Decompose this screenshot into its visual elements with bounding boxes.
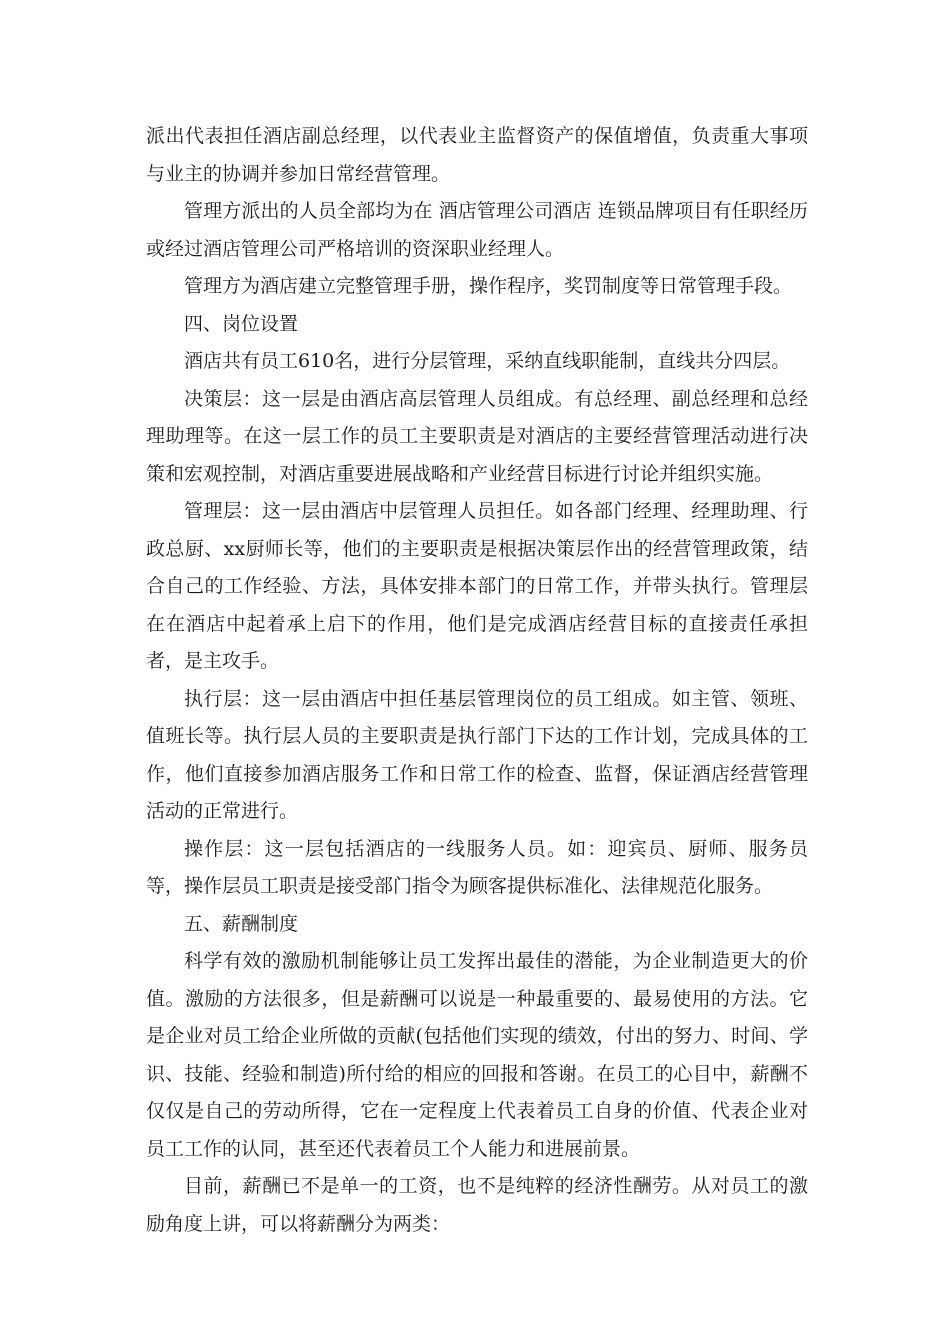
document-body <box>146 118 808 1243</box>
paragraph-3: 管理方为酒店建立完整管理手册，操作程序，奖罚制度等日常管理手段。 <box>184 275 793 297</box>
paragraph-incentive: 科学有效的激励机制能够让员工发挥出最佳的潜能，为企业制造更大的价值。激励的方法很多，但是薪酬可以说是一种最重要的、最易使用的方法。它是企业对员工给企业所做的贡献(包括他们实现的绩效，付出的努力、时间、学识、技能、经验和制造)所付给的相应的回报和答谢。在员工的心目中，薪酬不仅仅是自己的劳动所得，它在一定程度上代表着员工自身的价值、代表企业对员工工作的认同，甚至还代表着员工个人能力和进展前景。 <box>146 950 808 1160</box>
paragraph-operation-layer: 操作层：这一层包括酒店的一线服务人员。如：迎宾员、厨师、服务员等，操作层员工职责是接受部门指令为顾客提供标准化、法律规范化服务。 <box>146 837 808 897</box>
section-heading-5: 五、薪酬制度 <box>184 912 299 935</box>
paragraph-1: 派出代表担任酒店副总经理，以代表业主监督资产的保值增值，负责重大事项与业主的协调并参加日常经营管理。 <box>146 125 808 185</box>
paragraph-2: 管理方派出的人员全部均为在 酒店管理公司酒店 连锁品牌项目有任职经历或经过酒店管理公司严格培训的资深职业经理人。 <box>146 200 808 260</box>
paragraph-execution-layer: 执行层：这一层由酒店中担任基层管理岗位的员工组成。如主管、领班、值班长等。执行层人员的主要职责是执行部门下达的工作计划，完成具体的工作，他们直接参加酒店服务工作和日常工作的检查、监督，保证酒店经营管理活动的正常进行。 <box>146 687 808 822</box>
paragraph-5: 酒店共有员工610名，进行分层管理，采纳直线职能制，直线共分四层。 <box>184 350 791 372</box>
paragraph-salary-types: 目前，薪酬已不是单一的工资，也不是纯粹的经济性酬劳。从对员工的激励角度上讲，可以将薪酬分为两类： <box>146 1175 808 1235</box>
paragraph-decision-layer: 决策层：这一层是由酒店高层管理人员组成。有总经理、副总经理和总经理助理等。在这一层工作的员工主要职责是对酒店的主要经营管理活动进行决策和宏观控制，对酒店重要进展战略和产业经营目标进行讨论并组织实施。 <box>146 387 808 485</box>
section-heading-4: 四、岗位设置 <box>184 312 299 335</box>
paragraph-management-layer: 管理层：这一层由酒店中层管理人员担任。如各部门经理、经理助理、行政总厨、xx厨师长等，他们的主要职责是根据决策层作出的经营管理政策，结合自己的工作经验、方法，具体安排本部门的日常工作，并带头执行。管理层在在酒店中起着承上启下的作用，他们是完成酒店经营目标的直接责任承担者，是主攻手。 <box>146 500 808 672</box>
